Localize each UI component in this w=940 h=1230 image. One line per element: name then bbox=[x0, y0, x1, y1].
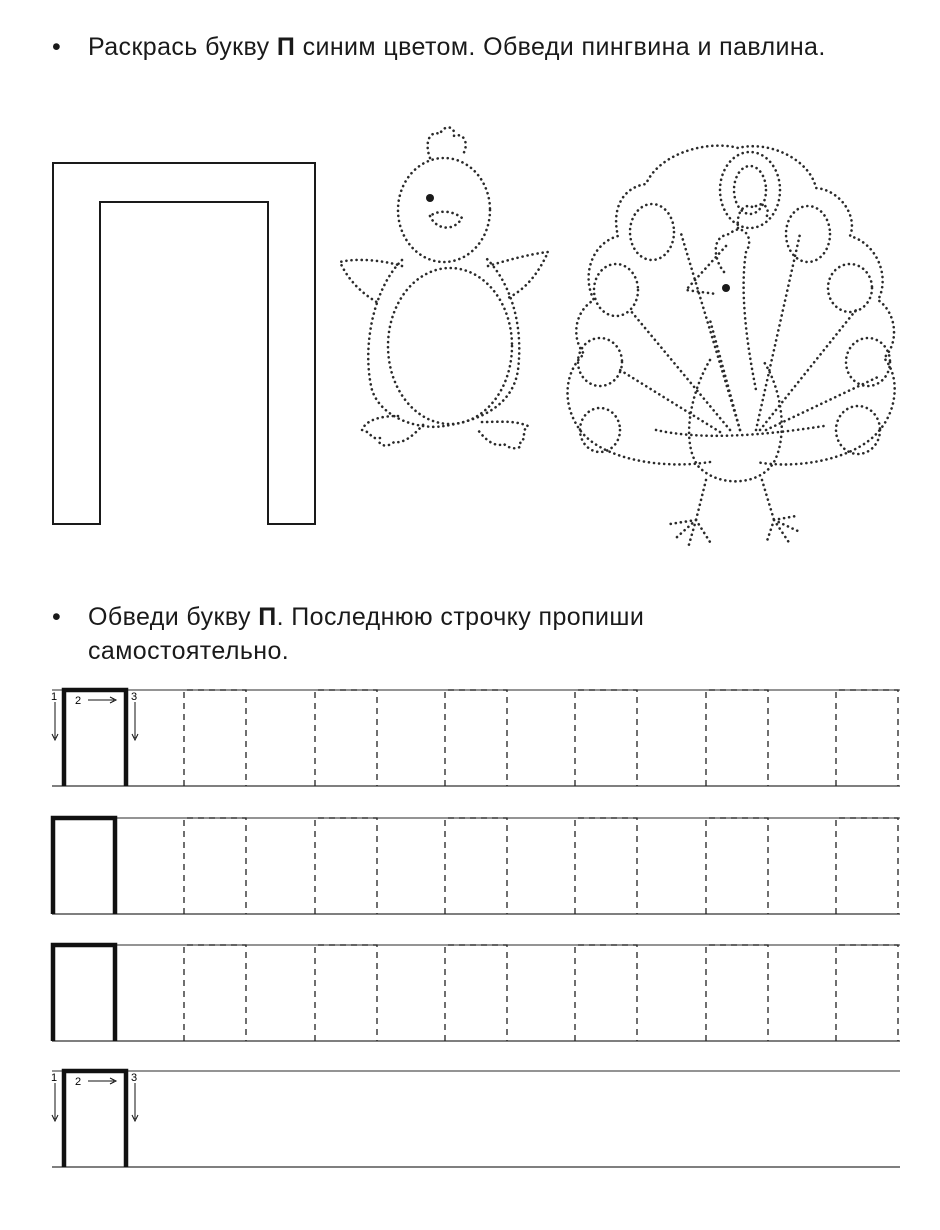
instruction-color-letter bbox=[52, 30, 848, 64]
penguin-tracing-icon[interactable] bbox=[332, 120, 552, 460]
svg-text:1: 1 bbox=[51, 1072, 58, 1084]
instruction-text: Обведи букву П. Последнюю строчку пропиши самостоятельно. bbox=[88, 603, 645, 665]
bullet-icon: • bbox=[52, 33, 62, 61]
instruction-text: Раскрась букву П синим цветом. Обведи пингвина и павлина. bbox=[88, 33, 826, 61]
svg-text:3: 3 bbox=[131, 691, 138, 703]
tracing-row-1[interactable] bbox=[0, 680, 940, 790]
letter-p-coloring-outline[interactable] bbox=[52, 162, 318, 526]
svg-text:3: 3 bbox=[131, 1072, 138, 1084]
letter-highlight: П bbox=[258, 603, 277, 631]
svg-text:2: 2 bbox=[75, 695, 82, 707]
letter-highlight: П bbox=[276, 33, 296, 61]
svg-text:2: 2 bbox=[75, 1076, 82, 1088]
svg-text:1: 1 bbox=[51, 691, 58, 703]
bullet-icon: • bbox=[52, 603, 62, 631]
writing-row-4[interactable] bbox=[0, 1061, 940, 1171]
tracing-row-3[interactable] bbox=[0, 935, 940, 1045]
instruction-trace-letter bbox=[52, 600, 848, 668]
tracing-row-2[interactable] bbox=[0, 808, 940, 918]
peacock-tracing-icon[interactable] bbox=[560, 140, 910, 560]
